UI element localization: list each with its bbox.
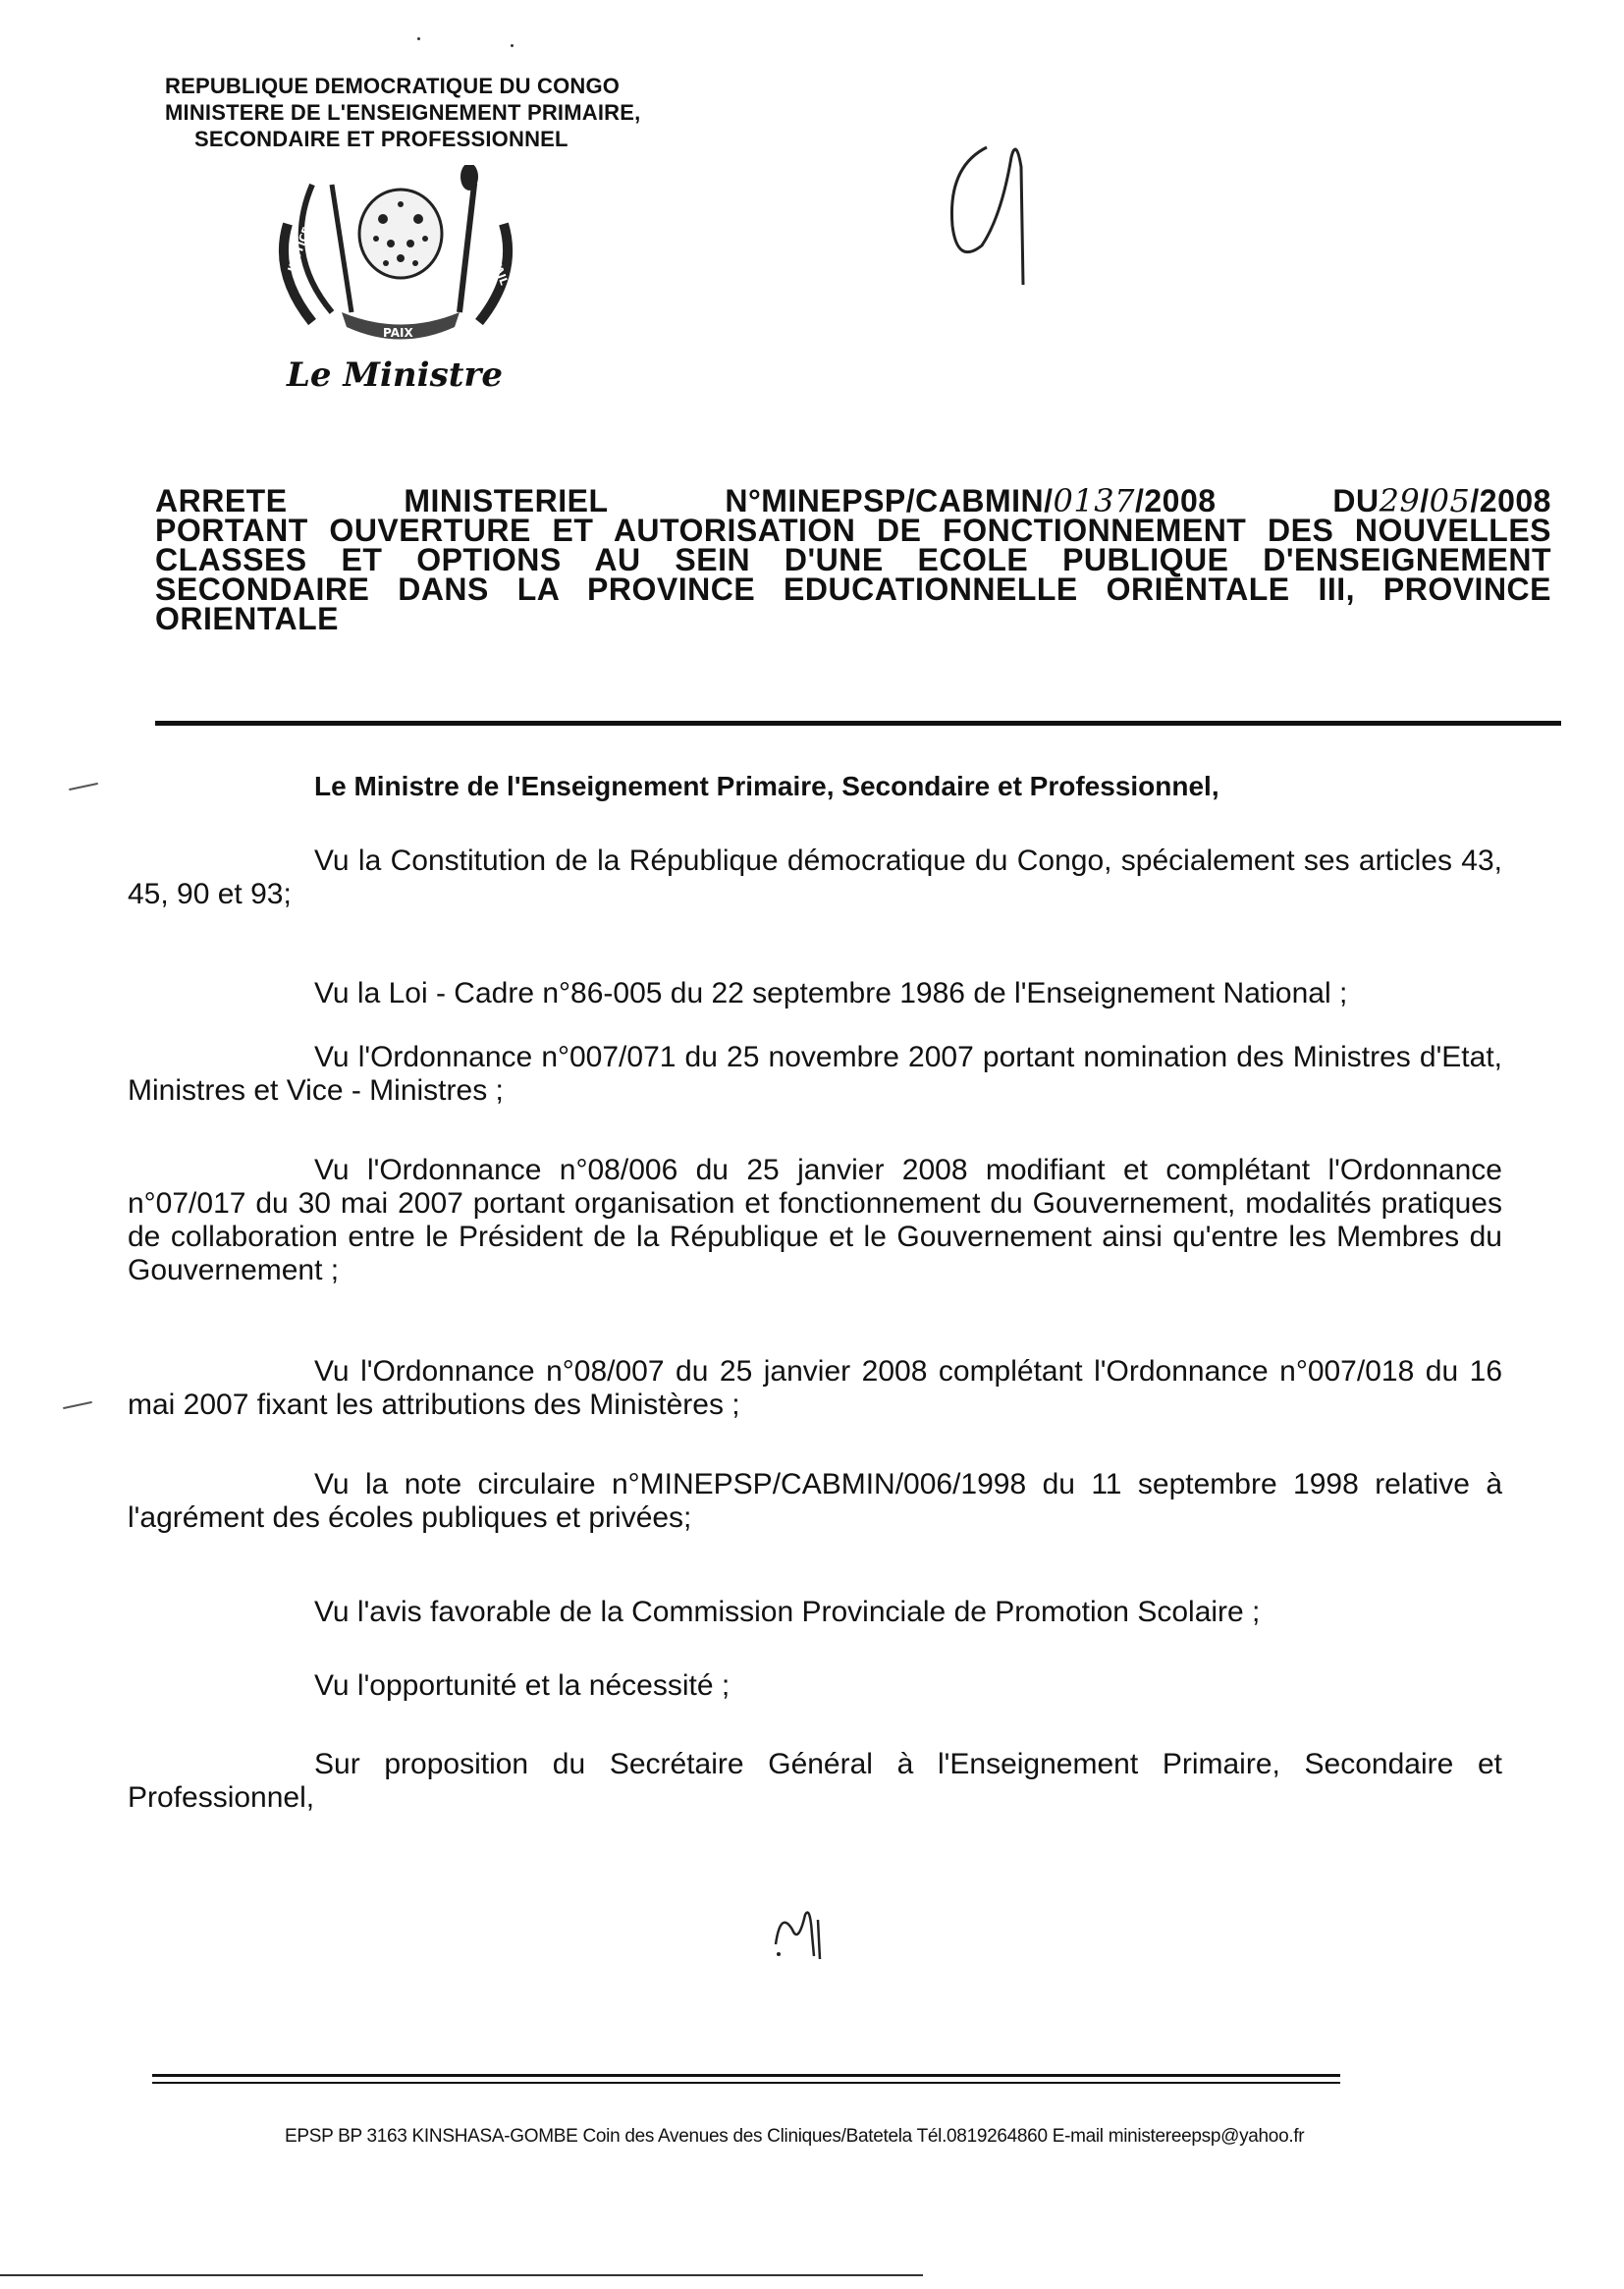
consideration-paragraph: Vu l'Ordonnance n°08/007 du 25 janvier 2008 complétant l'Ordonnance n°007/018 du 16 mai 2007 fixant les attributions des Ministères ; — [128, 1355, 1502, 1421]
minister-label: Le Ministre — [287, 355, 503, 395]
handwritten-day: 29 — [1379, 482, 1421, 519]
motto-left: JUSTICE — [285, 225, 314, 275]
footer-address: EPSP BP 3163 KINSHASA-GOMBE Coin des Avenues des Cliniques/Batetela Tél.0819264860 E-mail ministereepsp@yahoo.fr — [285, 2126, 1305, 2147]
letterhead-country: REPUBLIQUE DEMOCRATIQUE DU CONGO — [165, 74, 621, 98]
scan-speck — [511, 44, 514, 47]
consideration-paragraph: Vu l'Ordonnance n°08/006 du 25 janvier 2008 modifiant et complétant l'Ordonnance n°07/017 du 30 mai 2007 portant organisation et fonctionnement du Gouvernement, modalités pratiques de collaboration entre le Président de la République et le Gouvernement ainsi qu'entre les Membres du Gouvernement ; — [128, 1154, 1502, 1286]
title-line: CLASSES ET OPTIONS AU SEIN D'UNE ECOLE PUBLIQUE D'ENSEIGNEMENT — [155, 542, 1551, 577]
consideration-paragraph: Vu l'opportunité et la nécessité ; — [314, 1669, 731, 1702]
decree-date: DU29/05/2008 — [1332, 482, 1551, 519]
title-word-ministeriel: MINISTERIEL — [404, 483, 609, 518]
scan-edge-line — [0, 2274, 923, 2276]
preamble: Le Ministre de l'Enseignement Primaire, Secondaire et Professionnel, — [314, 771, 1219, 801]
title-divider — [155, 721, 1561, 726]
margin-mark — [63, 1401, 92, 1409]
handwritten-number: 0137 — [1053, 482, 1135, 519]
handwritten-initials — [771, 1905, 839, 1964]
letterhead — [165, 73, 640, 152]
consideration-paragraph: Vu l'Ordonnance n°007/071 du 25 novembre 2007 portant nomination des Ministres d'Etat, Ministres et Vice - Ministres ; — [128, 1041, 1502, 1107]
decree-title — [155, 482, 1551, 636]
title-line: ORIENTALE — [155, 601, 340, 636]
decree-number: N°MINEPSP/CABMIN/0137/2008 — [725, 482, 1217, 519]
scan-speck — [417, 37, 420, 40]
margin-mark — [69, 783, 98, 790]
motto-right: TRAVAIL — [481, 235, 511, 288]
consideration-paragraph: Vu l'avis favorable de la Commission Provinciale de Promotion Scolaire ; — [314, 1596, 1261, 1628]
consideration-paragraph: Vu la note circulaire n°MINEPSP/CABMIN/006/1998 du 11 septembre 1998 relative à l'agrément des écoles publiques et privées; — [128, 1468, 1502, 1534]
consideration-paragraph: Vu la Constitution de la République démocratique du Congo, spécialement ses articles 43, 45, 90 et 93; — [128, 845, 1502, 910]
title-line: SECONDAIRE DANS LA PROVINCE EDUCATIONNELLE ORIENTALE III, PROVINCE — [155, 572, 1551, 607]
title-word-arrete: ARRETE — [155, 483, 288, 518]
consideration-paragraph: Vu la Loi - Cadre n°86-005 du 22 septembre 1986 de l'Enseignement National ; — [314, 977, 1348, 1009]
consideration-paragraph: Sur proposition du Secrétaire Général à l'Enseignement Primaire, Secondaire et Professionnel, — [128, 1748, 1502, 1814]
footer-divider — [152, 2074, 1340, 2077]
handwritten-folio-number — [943, 128, 1051, 295]
coat-of-arms-emblem — [273, 165, 518, 352]
letterhead-ministry-cont: SECONDAIRE ET PROFESSIONNEL — [194, 127, 568, 151]
handwritten-month: 05 — [1429, 482, 1471, 519]
title-line: PORTANT OUVERTURE ET AUTORISATION DE FONCTIONNEMENT DES NOUVELLES — [155, 513, 1551, 548]
motto-center: PAIX — [383, 326, 413, 340]
letterhead-ministry: MINISTERE DE L'ENSEIGNEMENT PRIMAIRE, — [165, 100, 641, 125]
decree-reference-line — [155, 482, 1551, 519]
footer-divider — [152, 2082, 1340, 2084]
